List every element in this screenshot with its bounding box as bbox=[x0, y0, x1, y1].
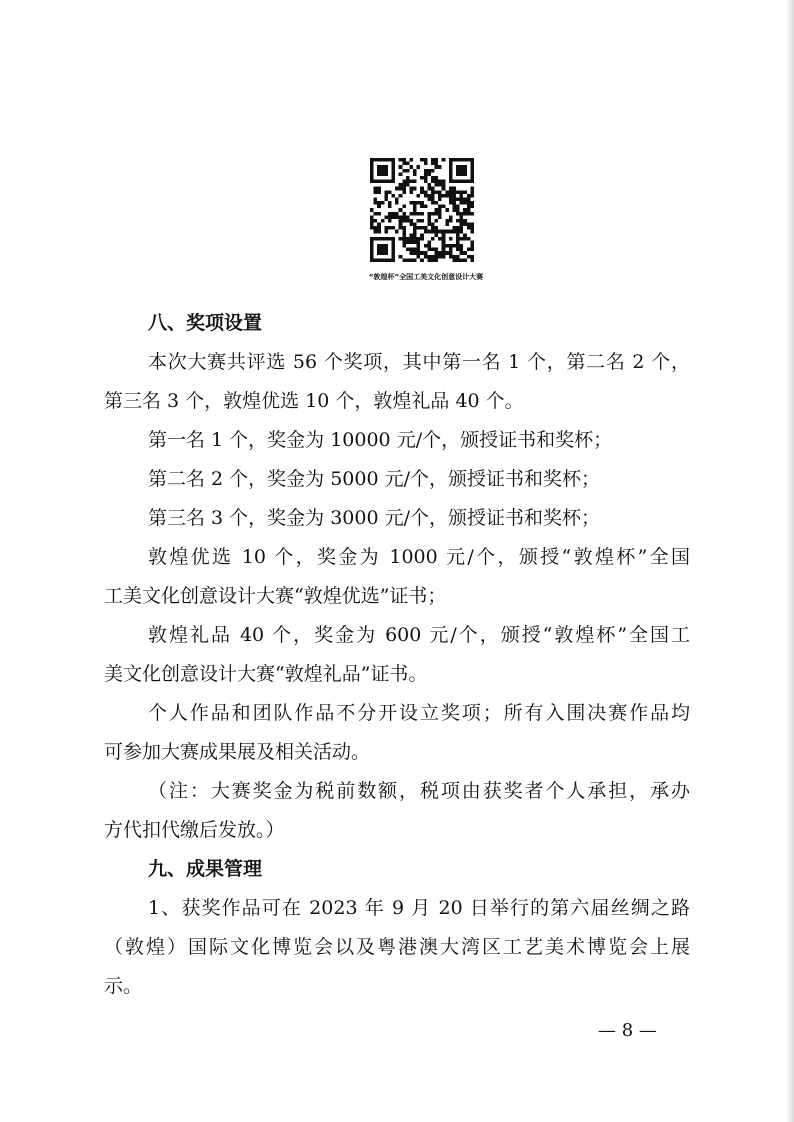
prize-third: 第三名 3 个，奖金为 3000 元/个，颁授证书和奖杯； bbox=[148, 507, 601, 529]
paragraph-line: 美文化创意设计大赛“敦煌礼品”证书。 bbox=[104, 663, 428, 685]
note-line: （注：大赛奖金为税前数额，税项由获奖者个人承担，承办 bbox=[148, 780, 690, 802]
prize-dunhuang-select: 敦煌优选 10 个，奖金为 1000 元/个，颁授“敦煌杯”全国 bbox=[148, 546, 690, 568]
page-number: — 8 — bbox=[598, 1020, 657, 1041]
prize-dunhuang-gift: 敦煌礼品 40 个，奖金为 600 元/个，颁授“敦煌杯”全国工 bbox=[148, 624, 690, 646]
paragraph-line: 可参加大赛成果展及相关活动。 bbox=[104, 741, 371, 763]
qr-code-block bbox=[370, 158, 476, 262]
paragraph-line: 工美文化创意设计大赛“敦煌优选”证书； bbox=[104, 585, 447, 607]
paragraph-line: 本次大赛共评选 56 个奖项，其中第一名 1 个，第二名 2 个， bbox=[148, 351, 690, 373]
paragraph-line: 示。 bbox=[104, 975, 143, 997]
prize-second: 第二名 2 个，奖金为 5000 元/个，颁授证书和奖杯； bbox=[148, 468, 601, 490]
section-heading-results: 九、成果管理 bbox=[148, 858, 263, 880]
page-edge-shadow bbox=[786, 0, 794, 1122]
paragraph-line: 个人作品和团队作品不分开设立奖项；所有入围决赛作品均 bbox=[148, 702, 690, 724]
qr-caption: “敦煌杯”全国工美文化创意设计大赛 bbox=[368, 273, 484, 281]
qr-code-icon bbox=[370, 158, 474, 262]
paragraph-line: 第三名 3 个，敦煌优选 10 个，敦煌礼品 40 个。 bbox=[104, 390, 524, 412]
prize-first: 第一名 1 个，奖金为 10000 元/个，颁授证书和奖杯； bbox=[148, 429, 613, 451]
section-heading-awards: 八、奖项设置 bbox=[148, 312, 263, 334]
paragraph-line: 1、获奖作品可在 2023 年 9 月 20 日举行的第六届丝绸之路 bbox=[148, 897, 690, 919]
paragraph-line: （敦煌）国际文化博览会以及粤港澳大湾区工艺美术博览会上展 bbox=[104, 936, 690, 958]
note-line: 方代扣代缴后发放。） bbox=[104, 819, 285, 841]
